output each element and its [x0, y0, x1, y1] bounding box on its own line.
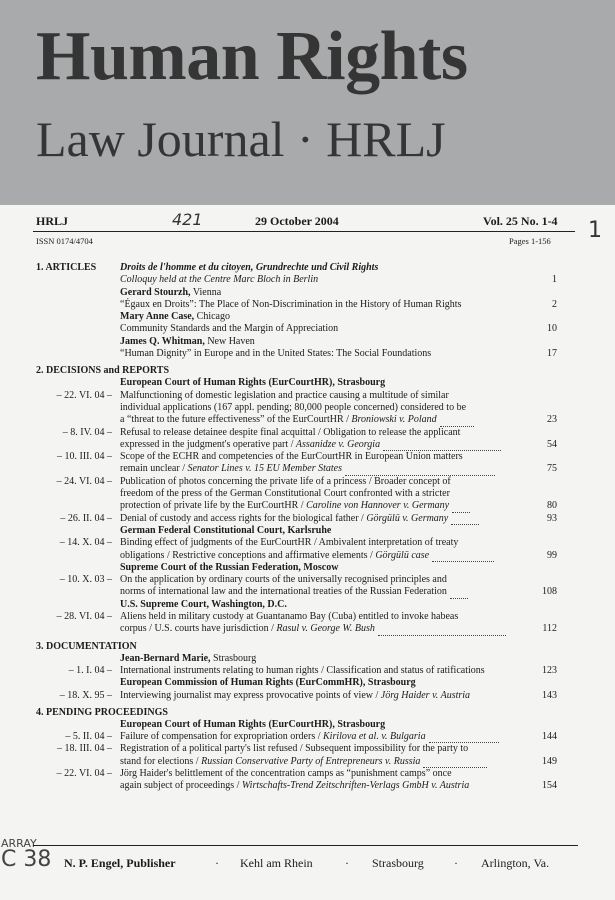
header-volume: Vol. 25 No. 1-4: [483, 214, 558, 228]
entry-text: “Human Dignity” in Europe and in the United States: The Social Foundations: [120, 348, 432, 360]
decision-date: – 18. X. 95 –: [59, 689, 112, 701]
entry-text: obligations / Restrictive conceptions and affirmative elements /: [120, 549, 376, 561]
decision-date: – 24. VI. 04 –: [56, 475, 112, 487]
decision-date: – 18. III. 04 –: [57, 743, 112, 755]
decision-date: – 5. II. 04 –: [65, 731, 112, 743]
page-number: 149: [542, 755, 557, 767]
case-name: Görgülü v. Germany: [366, 512, 449, 524]
court-name: Supreme Court of the Russian Federation, Moscow: [120, 561, 339, 573]
header-abbrev: HRLJ: [36, 214, 69, 228]
decision-date: – 22. VI. 04 –: [56, 767, 112, 779]
handwritten-margin-note: [1, 838, 51, 871]
case-name: Russian Conservative Party of Entrepreneurs v. Russia: [201, 755, 421, 767]
entry-text: freedom of the press of the German Constitutional Court confronted with a stricter: [120, 488, 450, 500]
decision-date: – 10. III. 04 –: [57, 451, 112, 463]
entry-text: Scope of the ECHR and competencies of the EurCourtHR in European Union matters: [120, 451, 463, 463]
city-arlington: Arlington, Va.: [481, 856, 550, 870]
case-name: Broniowski v. Poland: [351, 414, 437, 426]
margin-note-small: ARRAY: [1, 837, 37, 850]
city-kehl: Kehl am Rhein: [240, 856, 313, 870]
court-name: European Commission of Human Rights (EurCommHR), Strasbourg: [120, 677, 416, 689]
journal-subtitle: Law Journal · HRLJ: [36, 111, 446, 167]
decision-date: – 28. VI. 04 –: [56, 611, 112, 623]
margin-note-big: C 38: [1, 847, 52, 872]
entry-text: individual applications (167 appl. pending; 80,000 people concerned) considered to be: [120, 401, 467, 413]
toc-row: [0, 311, 615, 323]
court-name: European Court of Human Rights (EurCourtHR), Strasbourg: [120, 718, 386, 730]
case-name: Jörg Haider v. Austria: [380, 689, 471, 701]
page-number: 75: [547, 463, 557, 475]
page-number: 112: [542, 623, 557, 635]
case-name: Görgülü case: [375, 549, 430, 561]
table-of-contents: [0, 262, 615, 793]
page-number: 144: [542, 731, 557, 743]
case-name: Assanidze v. Georgia: [295, 438, 381, 450]
decision-date: – 1. I. 04 –: [68, 664, 112, 676]
entry-text: “Égaux en Droits”: The Place of Non-Discrimination in the History of Human Rights: [120, 298, 462, 310]
page-number: 1: [552, 274, 557, 286]
entry-text: corpus / U.S. courts have jurisdiction /: [120, 623, 277, 635]
page-number: 108: [542, 586, 557, 598]
entry-text: again subject of proceedings /: [120, 780, 242, 792]
entry-text: Failure of compensation for expropriation orders /: [120, 731, 323, 743]
decision-date: – 26. II. 04 –: [60, 512, 112, 524]
entry-text: Denial of custody and access rights for the biological father /: [120, 512, 367, 524]
entry-text: protection of private life by the EurCourtHR /: [120, 500, 307, 512]
city-strasbourg: Strasbourg: [372, 856, 424, 870]
page-number: 17: [547, 348, 557, 360]
entry-text: Malfunctioning of domestic legislation and practice causing a multitude of similar: [120, 389, 449, 401]
toc-row: [0, 299, 615, 311]
footer-separator: ·: [215, 856, 219, 870]
case-name: Caroline von Hannover v. Germany: [306, 500, 450, 512]
footer-separator: ·: [345, 856, 349, 870]
entry-text: Jörg Haider's belittlement of the concentration camps as “punishment camps” once: [120, 767, 452, 779]
entry-text: stand for elections /: [120, 755, 202, 767]
page-number: 93: [547, 512, 557, 524]
author-city: Strasbourg: [210, 652, 257, 664]
entry-text: a “threat to the future effectiveness” of the EurCourtHR /: [120, 414, 352, 426]
article-title: Droits de l'homme et du citoyen, Grundrechte und Civil Rights: [120, 262, 379, 273]
entry-text: Registration of a political party's list refused / Subsequent impossibility for the party to: [120, 743, 469, 755]
header-date: 29 October 2004: [255, 214, 339, 228]
case-name: Rasul v. George W. Bush: [276, 623, 375, 635]
entry-text: On the application by ordinary courts of the universally recognised principles and: [120, 574, 447, 586]
entry-text: International instruments relating to human rights / Classification and status of ratifications: [120, 664, 485, 676]
page-number: 10: [547, 323, 557, 335]
court-name: German Federal Constitutional Court, Karlsruhe: [120, 524, 332, 536]
toc-row: [0, 323, 615, 335]
decision-date: – 8. IV. 04 –: [62, 426, 112, 438]
entry-text: Publication of photos concerning the private life of a princess / Broader concept of: [120, 475, 451, 487]
section-pending: 4. PENDING PROCEEDINGS: [36, 706, 168, 718]
section-articles: 1. ARTICLES: [36, 262, 97, 273]
page-number: 123: [542, 664, 557, 676]
case-name: Wirtschafts-Trend Zeitschriften-Verlags GmbH v. Austria: [241, 780, 470, 792]
toc-row: [0, 287, 615, 299]
entry-text: norms of international law and the international treaties of the Russian Federation: [120, 586, 447, 598]
page-number: 23: [547, 414, 557, 426]
title-banner: [0, 0, 615, 205]
page-number: 80: [547, 500, 557, 512]
page-range: Pages 1-156: [509, 236, 551, 246]
case-name: Kirilova et al. v. Bulgaria: [323, 731, 426, 743]
issn: ISSN 0174/4704: [36, 236, 93, 246]
author-name: Jean-Bernard Marie,: [120, 652, 211, 664]
section-decisions: 2. DECISIONS and REPORTS: [36, 365, 170, 377]
decision-date: – 22. VI. 04 –: [56, 389, 112, 401]
decision-date: – 14. X. 04 –: [59, 537, 112, 549]
court-name: European Court of Human Rights (EurCourtHR), Strasbourg: [120, 377, 386, 389]
entry-text: Aliens held in military custody at Guantanamo Bay (Cuba) entitled to invoke habeas: [120, 611, 459, 623]
entry-text: remain unclear /: [120, 463, 188, 475]
footer-rule: [33, 845, 578, 846]
handwritten-number: 421: [172, 210, 203, 229]
page-number: 154: [542, 780, 557, 792]
entry-text: Interviewing journalist may express provocative points of view /: [120, 689, 381, 701]
page-number: 143: [542, 689, 557, 701]
page-number: 99: [547, 549, 557, 561]
author-city: Vienna: [190, 286, 222, 298]
toc-row: [0, 262, 615, 274]
case-name: Senator Lines v. 15 EU Member States: [187, 463, 342, 475]
entry-text: expressed in the judgment's operative part /: [120, 438, 296, 450]
author-name: Gerard Stourzh,: [120, 286, 191, 298]
page-number: 54: [547, 438, 557, 450]
toc-row: [0, 348, 615, 360]
toc-row: [0, 274, 615, 286]
page-number: 2: [552, 298, 557, 310]
author-city: New Haven: [204, 335, 255, 347]
journal-title: Human Rights: [36, 18, 468, 95]
entry-text: Refusal to release detainee despite final acquittal / Obligation to release the applicant: [120, 426, 461, 438]
toc-row: [0, 336, 615, 348]
entry-text: Colloquy held at the Centre Marc Bloch in Berlin: [120, 274, 319, 286]
entry-text: Community Standards and the Margin of Appreciation: [120, 323, 339, 335]
publisher: N. P. Engel, Publisher: [64, 856, 176, 870]
handwritten-mark: 1: [588, 218, 602, 243]
author-city: Chicago: [194, 311, 230, 323]
decision-date: – 10. X. 03 –: [59, 574, 112, 586]
header-rule: [33, 231, 575, 232]
section-documentation: 3. DOCUMENTATION: [36, 640, 137, 652]
author-name: James Q. Whitman,: [120, 335, 205, 347]
entry-text: Binding effect of judgments of the EurCourtHR / Ambivalent interpretation of treaty: [120, 537, 459, 549]
footer-separator: ·: [454, 856, 458, 870]
court-name: U.S. Supreme Court, Washington, D.C.: [120, 598, 287, 610]
author-name: Mary Anne Case,: [120, 311, 195, 323]
